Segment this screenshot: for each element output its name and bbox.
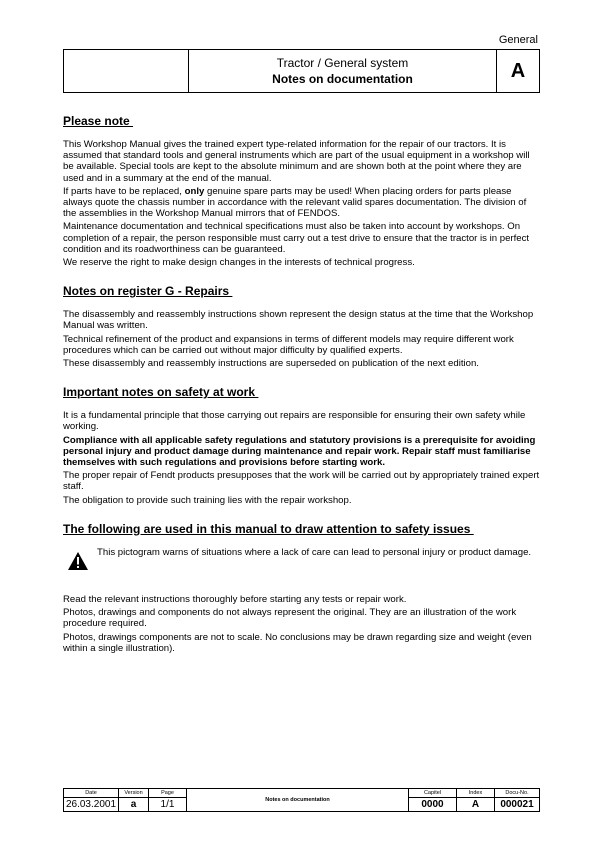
section-register-g bbox=[63, 284, 540, 369]
text-run: If parts have to be replaced, bbox=[63, 185, 185, 197]
paragraph: Maintenance documentation and technical specifications must also be taken into account by workshops. On completion of a repair, the person responsible must carry out a test drive to ensure that the tractor is in perfect condition and its roadworthiness can be guaranteed. bbox=[63, 221, 530, 255]
bold-paragraph: Compliance with all applicable safety regulations and statutory provisions is a prerequisite for avoiding personal injury and product damage during maintenance and repair work. Repair staff must familiarise themselves with such regulations and provisions before starting work. bbox=[63, 434, 536, 469]
header-title-cell bbox=[189, 50, 496, 92]
footer-date-label: Date bbox=[64, 789, 119, 798]
section-label: General bbox=[498, 34, 538, 46]
header-subject: Tractor / General system bbox=[276, 56, 409, 70]
paragraph: Photos, drawings components are not to scale. No conclusions may be drawn regarding size and weight (even within a single illustration). bbox=[63, 631, 532, 654]
paragraph: The proper repair of Fendt products presupposes that the work will be carried out by appropriately trained expert staff. bbox=[63, 470, 540, 493]
paragraph: This Workshop Manual gives the trained expert type-related information for the repair of our tractors. It is assumed that standard tools and general instruments which are part of the usual equipment in a workshop will be available. Special tools are kept to the absolute minimum and are shown both at the point where they are used and in a summary at the end of the manual. bbox=[63, 139, 530, 184]
footer-index-label: Index bbox=[457, 789, 495, 798]
emphasis-text: only bbox=[184, 185, 205, 197]
footer-title: Notes on documentation bbox=[187, 789, 409, 812]
footer-date-value: 26.03.2001 bbox=[64, 798, 119, 812]
section-heading: The following are used in this manual to draw attention to safety issues bbox=[63, 521, 474, 536]
footer-docu-no-label: Docu-No. bbox=[495, 789, 540, 798]
footer-capitel-value: 0000 bbox=[409, 798, 457, 812]
paragraph: Read the relevant instructions thoroughly before starting any tests or repair work. bbox=[63, 594, 407, 606]
footer-info-table bbox=[63, 788, 540, 812]
title-header-box bbox=[63, 49, 540, 93]
paragraph: It is a fundamental principle that those carrying out repairs are responsible for ensuring their own safety while working. bbox=[63, 410, 526, 433]
footer-capitel-label: Capitel bbox=[409, 789, 457, 798]
warning-text: This pictogram warns of situations where a lack of care can lead to personal injury or product damage. bbox=[97, 546, 532, 558]
document-body bbox=[63, 114, 540, 656]
footer-version-value: a bbox=[119, 798, 149, 812]
header-blank-cell bbox=[64, 50, 189, 92]
section-heading: Notes on register G - Repairs bbox=[63, 284, 233, 299]
footer-label-row bbox=[64, 789, 540, 798]
header-register-letter: A bbox=[496, 50, 539, 92]
section-please-note bbox=[63, 114, 540, 268]
section-safety-attention bbox=[63, 522, 540, 654]
paragraph: Technical refinement of the product and expansions in terms of different models may require different work procedures which can be carried out without major difficulty by qualified experts. bbox=[63, 333, 514, 356]
warning-notice bbox=[63, 547, 540, 574]
paragraph bbox=[63, 186, 540, 220]
footer-docu-no-value: 000021 bbox=[495, 798, 540, 812]
footer-page-label: Page bbox=[149, 789, 187, 798]
header-title: Notes on documentation bbox=[272, 72, 413, 86]
text-run: genuine spare parts may be used! When placing orders for parts please always quote the chassis number in accordance with the relevant valid spares documentation. The division of the assemblies in the Workshop Manual mirrors that of FENDOS. bbox=[63, 185, 527, 220]
footer-index-value: A bbox=[457, 798, 495, 812]
footer-page-value: 1/1 bbox=[149, 798, 187, 812]
paragraph: The disassembly and reassembly instructions shown represent the design status at the time that the Workshop Manual was written. bbox=[63, 309, 534, 332]
paragraph: These disassembly and reassembly instructions are superseded on publication of the next edition. bbox=[63, 358, 479, 370]
section-heading: Please note bbox=[63, 114, 134, 128]
footer-version-label: Version bbox=[119, 789, 149, 798]
paragraph: Photos, drawings and components do not always represent the original. They are an illustration of the work procedure required. bbox=[63, 607, 517, 630]
warning-triangle-icon bbox=[67, 551, 97, 574]
paragraph: The obligation to provide such training lies with the repair workshop. bbox=[63, 494, 352, 506]
section-heading: Important notes on safety at work bbox=[63, 385, 259, 400]
paragraph: We reserve the right to make design changes in the interests of technical progress. bbox=[63, 257, 415, 269]
section-safety-at-work bbox=[63, 385, 540, 506]
